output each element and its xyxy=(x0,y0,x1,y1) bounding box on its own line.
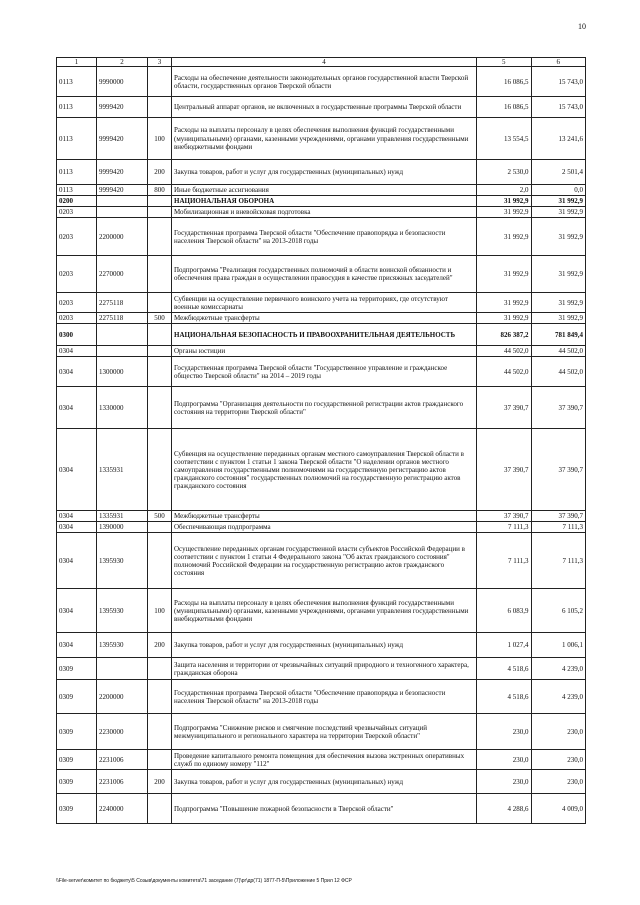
expense-type: 100 xyxy=(148,589,172,633)
value-col-6: 230,0 xyxy=(531,714,586,750)
row-description: Органы юстиции xyxy=(172,346,477,357)
value-col-6: 230,0 xyxy=(531,770,586,794)
value-col-5: 230,0 xyxy=(477,714,532,750)
value-col-5: 230,0 xyxy=(477,750,532,770)
row-description: Закупка товаров, работ и услуг для государственных (муниципальных) нужд xyxy=(172,633,477,658)
section-code: 0203 xyxy=(57,207,97,218)
value-col-5: 16 086,5 xyxy=(477,97,532,118)
section-code: 0304 xyxy=(57,357,97,387)
target-code: 1390000 xyxy=(97,522,148,533)
value-col-6: 37 390,7 xyxy=(531,387,586,429)
value-col-6: 1 006,1 xyxy=(531,633,586,658)
value-col-5: 4 518,6 xyxy=(477,680,532,714)
section-code: 0304 xyxy=(57,387,97,429)
section-code: 0309 xyxy=(57,680,97,714)
target-code: 1335931 xyxy=(97,511,148,522)
row-description: Расходы на выплаты персоналу в целях обеспечения выполнения функций государственными (муниципальными) органами, казенными учреждениями, органами управления государственными внебюджетными фондами xyxy=(172,589,477,633)
budget-table xyxy=(56,57,586,824)
value-col-5: 31 992,9 xyxy=(477,313,532,324)
target-code: 9999420 xyxy=(97,97,148,118)
column-header: 5 xyxy=(477,58,532,67)
section-code: 0304 xyxy=(57,346,97,357)
table-row xyxy=(57,324,586,346)
value-col-6: 37 390,7 xyxy=(531,511,586,522)
value-col-6: 4 239,0 xyxy=(531,658,586,680)
target-code: 9990000 xyxy=(97,67,148,97)
target-code: 2270000 xyxy=(97,256,148,293)
row-description: Подпрограмма "Организация деятельности по государственной регистрации актов гражданского состояния на территории Тверской области" xyxy=(172,387,477,429)
value-col-5: 13 554,5 xyxy=(477,118,532,160)
expense-type xyxy=(148,357,172,387)
table-row xyxy=(57,207,586,218)
expense-type xyxy=(148,658,172,680)
value-col-6: 781 849,4 xyxy=(531,324,586,346)
section-code: 0203 xyxy=(57,313,97,324)
table-row xyxy=(57,511,586,522)
target-code: 2200000 xyxy=(97,218,148,256)
expense-type xyxy=(148,533,172,589)
column-header: 4 xyxy=(172,58,477,67)
row-description: НАЦИОНАЛЬНАЯ ОБОРОНА xyxy=(172,196,477,207)
expense-type xyxy=(148,387,172,429)
column-header: 1 xyxy=(57,58,97,67)
target-code: 2231006 xyxy=(97,770,148,794)
value-col-6: 31 992,9 xyxy=(531,293,586,313)
file-path-footer: \\File-server\комитет по бюджету\5 Созыв\документы комитета\71 заседание (7)\pr\др(71) 1877-П-5\Приложение 5 Прил 12 ФСР xyxy=(56,878,352,884)
target-code: 1330000 xyxy=(97,387,148,429)
value-col-6: 0,0 xyxy=(531,185,586,196)
section-code: 0203 xyxy=(57,256,97,293)
section-code: 0309 xyxy=(57,770,97,794)
table-row xyxy=(57,67,586,97)
value-col-5: 4 288,6 xyxy=(477,794,532,824)
expense-type: 800 xyxy=(148,185,172,196)
value-col-5: 826 387,2 xyxy=(477,324,532,346)
section-code: 0300 xyxy=(57,324,97,346)
value-col-5: 7 111,3 xyxy=(477,522,532,533)
expense-type xyxy=(148,522,172,533)
value-col-5: 44 502,0 xyxy=(477,346,532,357)
expense-type xyxy=(148,794,172,824)
value-col-6: 4 009,0 xyxy=(531,794,586,824)
table-header-row xyxy=(57,58,586,67)
row-description: Иные бюджетные ассигнования xyxy=(172,185,477,196)
value-col-5: 31 992,9 xyxy=(477,256,532,293)
section-code: 0203 xyxy=(57,218,97,256)
row-description: НАЦИОНАЛЬНАЯ БЕЗОПАСНОСТЬ И ПРАВООХРАНИТЕЛЬНАЯ ДЕЯТЕЛЬНОСТЬ xyxy=(172,324,477,346)
row-description: Субвенция на осуществление переданных органам местного самоуправления Тверской области в соответствии с пунктом 1 статьи 1 закона Тверской области "О наделении органов местного самоуправления государственными полномочиями на государственную регистрацию актов гражданского состояния" государственных полномочий на государственную регистрацию актов гражданского состояния xyxy=(172,429,477,511)
expense-type: 200 xyxy=(148,770,172,794)
expense-type xyxy=(148,680,172,714)
value-col-5: 16 086,5 xyxy=(477,67,532,97)
target-code: 1300000 xyxy=(97,357,148,387)
value-col-6: 15 743,0 xyxy=(531,97,586,118)
table-row xyxy=(57,185,586,196)
expense-type xyxy=(148,256,172,293)
value-col-6: 15 743,0 xyxy=(531,67,586,97)
value-col-5: 37 390,7 xyxy=(477,511,532,522)
table-row xyxy=(57,118,586,160)
table-row xyxy=(57,196,586,207)
value-col-5: 2,0 xyxy=(477,185,532,196)
row-description: Мобилизационная и вневойсковая подготовка xyxy=(172,207,477,218)
section-code: 0304 xyxy=(57,511,97,522)
value-col-6: 31 992,9 xyxy=(531,256,586,293)
row-description: Обеспечивающая подпрограмма xyxy=(172,522,477,533)
target-code xyxy=(97,658,148,680)
value-col-6: 44 502,0 xyxy=(531,346,586,357)
target-code: 1395930 xyxy=(97,533,148,589)
section-code: 0113 xyxy=(57,67,97,97)
value-col-6: 31 992,9 xyxy=(531,207,586,218)
target-code: 1335931 xyxy=(97,429,148,511)
row-description: Межбюджетные трансферты xyxy=(172,313,477,324)
target-code: 2200000 xyxy=(97,680,148,714)
table-row xyxy=(57,522,586,533)
expense-type xyxy=(148,714,172,750)
section-code: 0113 xyxy=(57,185,97,196)
page-number: 10 xyxy=(578,22,586,31)
table-row xyxy=(57,589,586,633)
value-col-6: 31 992,9 xyxy=(531,313,586,324)
target-code: 2275118 xyxy=(97,293,148,313)
value-col-5: 37 390,7 xyxy=(477,387,532,429)
expense-type xyxy=(148,97,172,118)
value-col-5: 31 992,9 xyxy=(477,293,532,313)
table-row xyxy=(57,680,586,714)
target-code: 2230000 xyxy=(97,714,148,750)
expense-type: 500 xyxy=(148,511,172,522)
row-description: Подпрограмма "Реализация государственных полномочий в области воинской обязанности и обеспечения права граждан в осуществлении правосудия в качестве присяжных заседателей" xyxy=(172,256,477,293)
table-row xyxy=(57,533,586,589)
row-description: Расходы на обеспечение деятельности законодательных органов государственной власти Тверской области, государственных органов Тверской области xyxy=(172,67,477,97)
expense-type: 500 xyxy=(148,313,172,324)
value-col-6: 13 241,6 xyxy=(531,118,586,160)
section-code: 0304 xyxy=(57,589,97,633)
value-col-6: 31 992,9 xyxy=(531,196,586,207)
value-col-6: 2 501,4 xyxy=(531,160,586,185)
value-col-6: 7 111,3 xyxy=(531,522,586,533)
section-code: 0203 xyxy=(57,293,97,313)
column-header: 6 xyxy=(531,58,586,67)
section-code: 0309 xyxy=(57,658,97,680)
value-col-5: 7 111,3 xyxy=(477,533,532,589)
target-code: 9999420 xyxy=(97,118,148,160)
target-code: 9999420 xyxy=(97,185,148,196)
table-row xyxy=(57,293,586,313)
expense-type: 200 xyxy=(148,160,172,185)
column-header: 3 xyxy=(148,58,172,67)
section-code: 0304 xyxy=(57,522,97,533)
value-col-5: 31 992,9 xyxy=(477,218,532,256)
table-row xyxy=(57,429,586,511)
expense-type xyxy=(148,293,172,313)
target-code xyxy=(97,196,148,207)
expense-type xyxy=(148,67,172,97)
table-row xyxy=(57,750,586,770)
target-code: 9999420 xyxy=(97,160,148,185)
row-description: Закупка товаров, работ и услуг для государственных (муниципальных) нужд xyxy=(172,160,477,185)
expense-type xyxy=(148,346,172,357)
value-col-6: 6 105,2 xyxy=(531,589,586,633)
value-col-5: 1 027,4 xyxy=(477,633,532,658)
value-col-5: 2 530,0 xyxy=(477,160,532,185)
target-code: 1395930 xyxy=(97,633,148,658)
row-description: Межбюджетные трансферты xyxy=(172,511,477,522)
row-description: Государственная программа Тверской области "Обеспечение правопорядка и безопасности населения Тверской области" на 2013-2018 годы xyxy=(172,218,477,256)
section-code: 0113 xyxy=(57,160,97,185)
value-col-5: 37 390,7 xyxy=(477,429,532,511)
row-description: Центральный аппарат органов, не включенных в государственные программы Тверской области xyxy=(172,97,477,118)
target-code: 2275118 xyxy=(97,313,148,324)
row-description: Осуществление переданных органам государственной власти субъектов Российской Федерации в соответствии с пунктом 1 статьи 4 Федерального закона "Об актах гражданского состояния" полномочий Российской Федерации на государственную регистрацию актов гражданского состояния xyxy=(172,533,477,589)
section-code: 0309 xyxy=(57,794,97,824)
target-code: 2240000 xyxy=(97,794,148,824)
target-code: 1395930 xyxy=(97,589,148,633)
value-col-6: 37 390,7 xyxy=(531,429,586,511)
table-row xyxy=(57,346,586,357)
column-header: 2 xyxy=(97,58,148,67)
value-col-5: 4 518,6 xyxy=(477,658,532,680)
target-code xyxy=(97,207,148,218)
expense-type: 200 xyxy=(148,633,172,658)
target-code xyxy=(97,346,148,357)
table-row xyxy=(57,160,586,185)
table-row xyxy=(57,794,586,824)
section-code: 0304 xyxy=(57,533,97,589)
table-row xyxy=(57,633,586,658)
section-code: 0304 xyxy=(57,633,97,658)
table-row xyxy=(57,97,586,118)
expense-type xyxy=(148,324,172,346)
value-col-6: 44 502,0 xyxy=(531,357,586,387)
row-description: Подпрограмма "Снижение рисков и смягчение последствий чрезвычайных ситуаций межмуниципального и регионального характера на территории Тверской области" xyxy=(172,714,477,750)
table-row xyxy=(57,714,586,750)
value-col-5: 6 083,9 xyxy=(477,589,532,633)
row-description: Государственная программа Тверской области "Обеспечение правопорядка и безопасности населения Тверской области" на 2013-2018 годы xyxy=(172,680,477,714)
expense-type: 100 xyxy=(148,118,172,160)
table-row xyxy=(57,387,586,429)
expense-type xyxy=(148,207,172,218)
value-col-6: 31 992,9 xyxy=(531,218,586,256)
row-description: Подпрограмма "Повышение пожарной безопасности в Тверской области" xyxy=(172,794,477,824)
value-col-6: 4 239,0 xyxy=(531,680,586,714)
row-description: Государственная программа Тверской области "Государственное управление и гражданское общество Тверской области" на 2014 – 2019 годы xyxy=(172,357,477,387)
table-row xyxy=(57,256,586,293)
table-row xyxy=(57,770,586,794)
value-col-6: 7 111,3 xyxy=(531,533,586,589)
expense-type xyxy=(148,750,172,770)
section-code: 0304 xyxy=(57,429,97,511)
section-code: 0309 xyxy=(57,750,97,770)
value-col-6: 230,0 xyxy=(531,750,586,770)
table-row xyxy=(57,658,586,680)
expense-type xyxy=(148,218,172,256)
row-description: Проведение капитального ремонта помещения для обеспечения вызова экстренных оперативных служб по единому номеру "112" xyxy=(172,750,477,770)
expense-type xyxy=(148,196,172,207)
section-code: 0309 xyxy=(57,714,97,750)
table-row xyxy=(57,357,586,387)
value-col-5: 44 502,0 xyxy=(477,357,532,387)
row-description: Защита населения и территории от чрезвычайных ситуаций природного и техногенного характера, гражданская оборона xyxy=(172,658,477,680)
section-code: 0113 xyxy=(57,118,97,160)
row-description: Закупка товаров, работ и услуг для государственных (муниципальных) нужд xyxy=(172,770,477,794)
value-col-5: 31 992,9 xyxy=(477,196,532,207)
section-code: 0113 xyxy=(57,97,97,118)
value-col-5: 230,0 xyxy=(477,770,532,794)
row-description: Субвенции на осуществление первичного воинского учета на территориях, где отсутствуют военные комиссариаты xyxy=(172,293,477,313)
target-code xyxy=(97,324,148,346)
section-code: 0200 xyxy=(57,196,97,207)
value-col-5: 31 992,9 xyxy=(477,207,532,218)
row-description: Расходы на выплаты персоналу в целях обеспечения выполнения функций государственными (муниципальными) органами, казенными учреждениями, органами управления государственными внебюджетными фондами xyxy=(172,118,477,160)
target-code: 2231006 xyxy=(97,750,148,770)
expense-type xyxy=(148,429,172,511)
table-row xyxy=(57,313,586,324)
table-row xyxy=(57,218,586,256)
